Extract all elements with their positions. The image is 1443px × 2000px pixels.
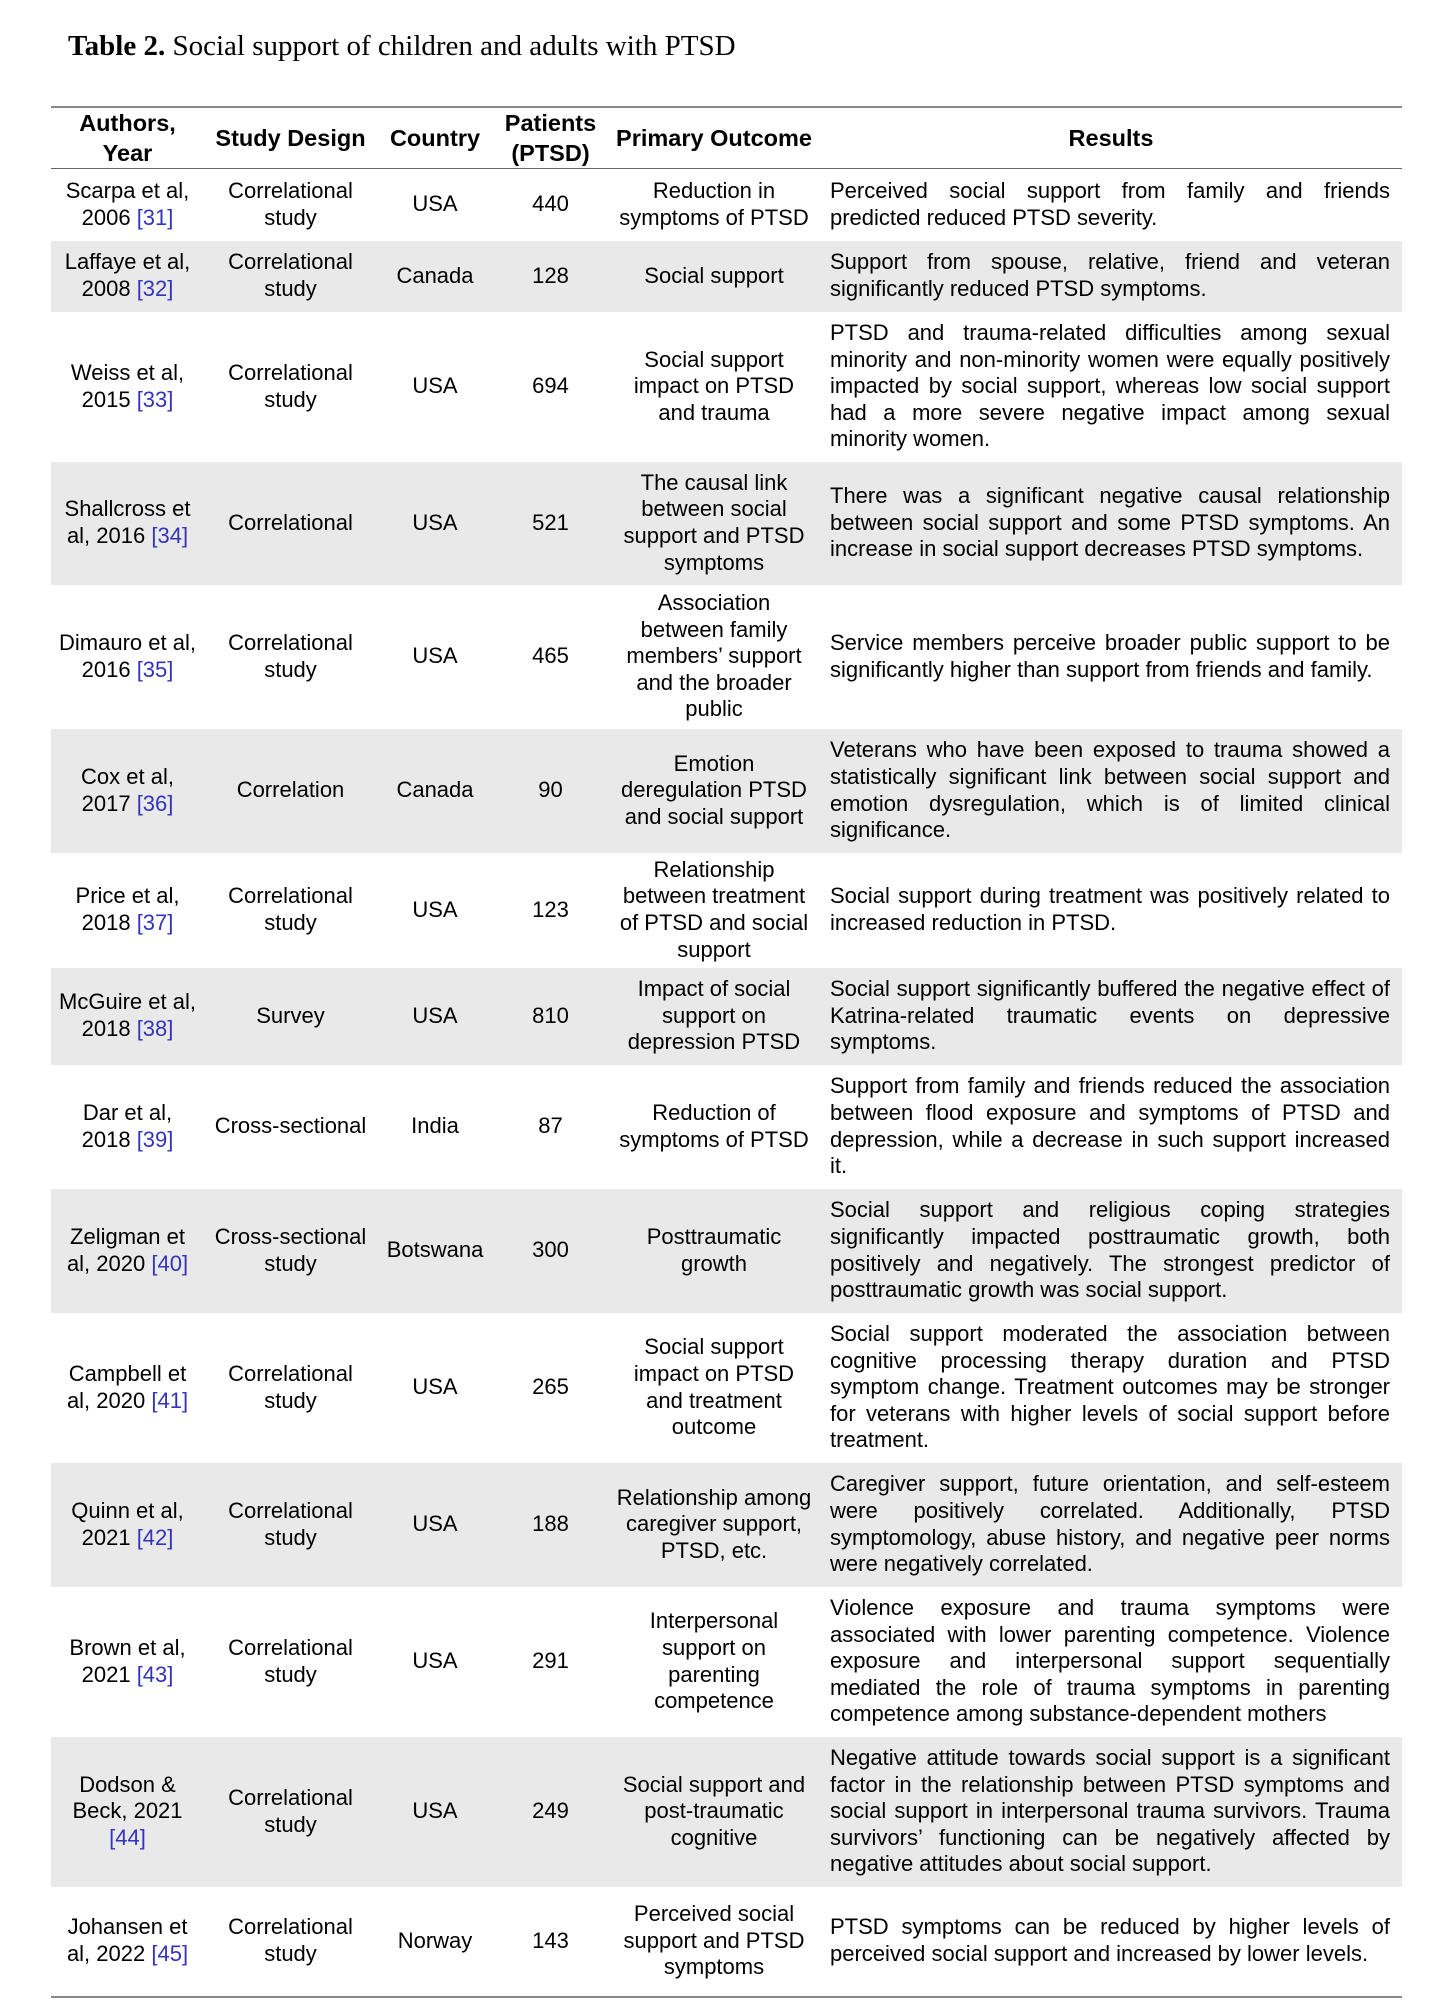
- author-text: Dimauro et al, 2016: [59, 629, 196, 682]
- author-text: McGuire et al, 2018: [59, 989, 196, 1041]
- cell-country: USA: [412, 1374, 458, 1400]
- cell-country: USA: [412, 896, 458, 922]
- cell-country: USA: [412, 191, 458, 217]
- cell-primary-outcome: Social support: [608, 241, 820, 312]
- author-text: Brown et al, 2021: [69, 1634, 186, 1687]
- cell-country: India: [411, 1113, 459, 1139]
- cell-country: Canada: [377, 241, 493, 312]
- cell-study-design: Correlational study: [228, 629, 353, 682]
- cell-authors-year: [51, 968, 204, 1065]
- header-country: Country: [377, 107, 493, 169]
- cell-study-design: Correlational study: [228, 1360, 353, 1413]
- cell-results: Social support moderated the association between cognitive processing therapy duration and PTSD symptom change. Treatment outcomes may be stronger for veterans with higher levels of social support before treatment.: [830, 1321, 1390, 1453]
- cell-authors-year: [51, 853, 204, 968]
- cell-results: Violence exposure and trauma symptoms were associated with lower parenting competence. Violence exposure and interpersonal support sequentially mediated the role of trauma symptoms in parenting competence among substance-dependent mothers: [830, 1595, 1390, 1727]
- author-text: Johansen et al, 2022: [66, 1914, 188, 1966]
- cell-authors-year: [51, 1887, 204, 1997]
- cell-results: Caregiver support, future orientation, and self-esteem were positively correlated. Additionally, PTSD symptomology, abuse history, and negative peer norms were negatively correlated.: [820, 1463, 1402, 1587]
- cell-primary-outcome: The causal link between social support and PTSD symptoms: [608, 462, 820, 585]
- table-row: [51, 462, 1402, 585]
- cell-country: Botswana: [377, 1189, 493, 1313]
- cell-authors-year: [51, 585, 204, 729]
- reference-link[interactable]: [38]: [136, 1016, 174, 1041]
- cell-study-design: Correlational: [204, 462, 377, 585]
- cell-authors-year: [51, 729, 204, 853]
- cell-results: Veterans who have been exposed to trauma showed a statistically significant link between social support and emotion dysregulation, which is of limited clinical significance.: [820, 729, 1402, 853]
- table-row: [51, 729, 1402, 853]
- cell-authors-year: [51, 1313, 204, 1463]
- cell-primary-outcome: Relationship among caregiver support, PTSD, etc.: [608, 1463, 820, 1587]
- table-row: [51, 1587, 1402, 1737]
- cell-country: Norway: [377, 1887, 493, 1997]
- reference-link[interactable]: [41]: [151, 1387, 189, 1413]
- cell-patients: 128: [493, 241, 608, 312]
- cell-country: USA: [412, 643, 458, 669]
- reference-link[interactable]: [33]: [136, 386, 174, 412]
- cell-patients: 465: [532, 643, 569, 669]
- cell-country: USA: [377, 1737, 493, 1887]
- cell-study-design: Correlational study: [204, 1887, 377, 1997]
- cell-results: Support from spouse, relative, friend and veteran significantly reduced PTSD symptoms.: [820, 241, 1402, 312]
- table-row: [51, 968, 1402, 1065]
- cell-study-design: Correlational study: [228, 359, 353, 412]
- cell-patients: 291: [532, 1648, 569, 1674]
- cell-patients: 123: [532, 896, 569, 922]
- reference-link[interactable]: [35]: [136, 656, 174, 682]
- cell-study-design: Correlation: [204, 729, 377, 853]
- cell-primary-outcome: Posttraumatic growth: [608, 1189, 820, 1313]
- cell-patients: 300: [493, 1189, 608, 1313]
- header-study-design: Study Design: [204, 107, 377, 169]
- cell-patients: 265: [532, 1374, 569, 1400]
- cell-country: Canada: [377, 729, 493, 853]
- cell-primary-outcome: Social support impact on PTSD and treatment outcome: [633, 1334, 795, 1440]
- cell-authors-year: [51, 1065, 204, 1189]
- cell-results: Social support and religious coping strategies significantly impacted posttraumatic growth, both positively and negatively. The strongest predictor of posttraumatic growth was social support.: [820, 1189, 1402, 1313]
- cell-study-design: Correlational study: [204, 1463, 377, 1587]
- reference-link[interactable]: [34]: [151, 523, 189, 548]
- cell-country: USA: [377, 968, 493, 1065]
- cell-results: Perceived social support from family and friends predicted reduced PTSD severity.: [830, 178, 1390, 230]
- header-results: Results: [820, 107, 1402, 169]
- ptsd-social-support-table: [51, 106, 1402, 1998]
- reference-link[interactable]: [43]: [136, 1661, 174, 1687]
- cell-study-design: Correlational study: [228, 1634, 353, 1687]
- cell-authors-year: [51, 1189, 204, 1313]
- cell-results: PTSD symptoms can be reduced by higher levels of perceived social support and increased by lower levels.: [820, 1887, 1402, 1997]
- cell-authors-year: [51, 1587, 204, 1737]
- author-text: Quinn et al, 2021: [71, 1497, 184, 1550]
- cell-patients: 440: [532, 191, 569, 217]
- header-patients: Patients (PTSD): [493, 107, 608, 169]
- author-text: Shallcross et al, 2016: [64, 496, 191, 548]
- header-authors-year: Authors, Year: [51, 107, 204, 169]
- cell-primary-outcome: Interpersonal support on parenting competence: [649, 1608, 779, 1714]
- cell-study-design: Cross-sectional: [214, 1113, 367, 1139]
- cell-authors-year: [51, 462, 204, 585]
- cell-primary-outcome: Relationship between treatment of PTSD and social support: [619, 856, 809, 962]
- cell-study-design: Correlational study: [228, 883, 353, 935]
- cell-results: Social support during treatment was positively related to increased reduction in PTSD.: [830, 883, 1390, 935]
- reference-link[interactable]: [31]: [136, 204, 174, 230]
- author-text: Weiss et al, 2015: [70, 359, 185, 412]
- table-row: [51, 312, 1402, 462]
- cell-patients: 521: [493, 462, 608, 585]
- table-row: [51, 1887, 1402, 1997]
- author-text: Zeligman et al, 2020: [66, 1223, 185, 1276]
- cell-authors-year: [51, 312, 204, 462]
- cell-study-design: Correlational study: [204, 241, 377, 312]
- reference-link[interactable]: [39]: [136, 1126, 174, 1152]
- cell-primary-outcome: Perceived social support and PTSD symptoms: [608, 1887, 820, 1997]
- reference-link[interactable]: [40]: [151, 1250, 189, 1276]
- cell-patients: 249: [493, 1737, 608, 1887]
- reference-link[interactable]: [32]: [136, 276, 174, 301]
- cell-authors-year: [51, 1737, 204, 1887]
- reference-link[interactable]: [42]: [136, 1524, 174, 1550]
- cell-patients: 810: [493, 968, 608, 1065]
- cell-primary-outcome: Social support and post-traumatic cognitive: [608, 1737, 820, 1887]
- cell-primary-outcome: Reduction in symptoms of PTSD: [619, 178, 809, 230]
- reference-link[interactable]: [36]: [136, 790, 174, 816]
- cell-primary-outcome: Reduction of symptoms of PTSD: [619, 1099, 809, 1152]
- header-primary-outcome: Primary Outcome: [608, 107, 820, 169]
- cell-authors-year: [51, 1463, 204, 1587]
- cell-patients: 90: [493, 729, 608, 853]
- author-text: Cox et al, 2017: [81, 763, 174, 816]
- table-row: [51, 1737, 1402, 1887]
- cell-country: USA: [377, 1463, 493, 1587]
- cell-authors-year: [51, 241, 204, 312]
- table-caption: [68, 30, 736, 63]
- cell-study-design: Survey: [204, 968, 377, 1065]
- author-text: Campbell et al, 2020: [66, 1360, 187, 1413]
- author-text: Dodson & Beck, 2021: [72, 1771, 183, 1824]
- author-text: Scarpa et al, 2006: [65, 178, 190, 230]
- cell-patients: 143: [493, 1887, 608, 1997]
- table-row: [51, 1189, 1402, 1313]
- cell-results: Negative attitude towards social support is a significant factor in the relationship between PTSD symptoms and social support in interpersonal trauma survivors. Trauma survivors’ functioning can be negatively affected by negative attitudes about social support.: [820, 1737, 1402, 1887]
- cell-country: USA: [412, 1648, 458, 1674]
- cell-results: Social support significantly buffered the negative effect of Katrina-related traumatic events on depressive symptoms.: [820, 968, 1402, 1065]
- cell-primary-outcome: Emotion deregulation PTSD and social support: [608, 729, 820, 853]
- cell-study-design: Correlational study: [228, 178, 353, 230]
- header-row: [51, 107, 1402, 169]
- cell-country: USA: [377, 462, 493, 585]
- cell-patients: 188: [493, 1463, 608, 1587]
- reference-link[interactable]: [45]: [151, 1941, 189, 1966]
- cell-results: Service members perceive broader public support to be significantly higher than support from friends and family.: [830, 629, 1390, 682]
- table-row: [51, 1463, 1402, 1587]
- cell-country: USA: [412, 373, 458, 399]
- table-row: [51, 169, 1402, 241]
- author-text: Price et al, 2018: [75, 883, 180, 935]
- cell-results: Support from family and friends reduced the association between flood exposure and symptoms of PTSD and depression, while a decrease in such support increased it.: [830, 1073, 1390, 1179]
- cell-patients: 87: [538, 1113, 563, 1139]
- table-caption-label: Table 2.: [68, 30, 166, 62]
- author-text: Dar et al, 2018: [81, 1099, 173, 1152]
- reference-link[interactable]: [44]: [109, 1824, 146, 1850]
- table-row: [51, 1065, 1402, 1189]
- cell-primary-outcome: Association between family members’ support and the broader public: [626, 590, 802, 722]
- cell-results: PTSD and trauma-related difficulties among sexual minority and non-minority women were equally positively impacted by social support, whereas low social support had a more severe negative impact among sexual minority women.: [830, 320, 1390, 452]
- table-caption-title: Social support of children and adults with PTSD: [165, 30, 736, 62]
- cell-authors-year: [51, 169, 204, 241]
- author-text: Laffaye et al, 2008: [64, 249, 191, 301]
- cell-study-design: Correlational study: [204, 1737, 377, 1887]
- table-row: [51, 585, 1402, 729]
- cell-results: There was a significant negative causal relationship between social support and some PTSD symptoms. An increase in social support decreases PTSD symptoms.: [820, 462, 1402, 585]
- cell-patients: 694: [532, 373, 569, 399]
- reference-link[interactable]: [37]: [136, 910, 174, 935]
- cell-primary-outcome: Social support impact on PTSD and trauma: [633, 346, 795, 425]
- table-row: [51, 241, 1402, 312]
- cell-study-design: Cross-sectional study: [204, 1189, 377, 1313]
- table-row: [51, 1313, 1402, 1463]
- cell-primary-outcome: Impact of social support on depression PTSD: [608, 968, 820, 1065]
- table-row: [51, 853, 1402, 968]
- table-body: [51, 169, 1402, 1997]
